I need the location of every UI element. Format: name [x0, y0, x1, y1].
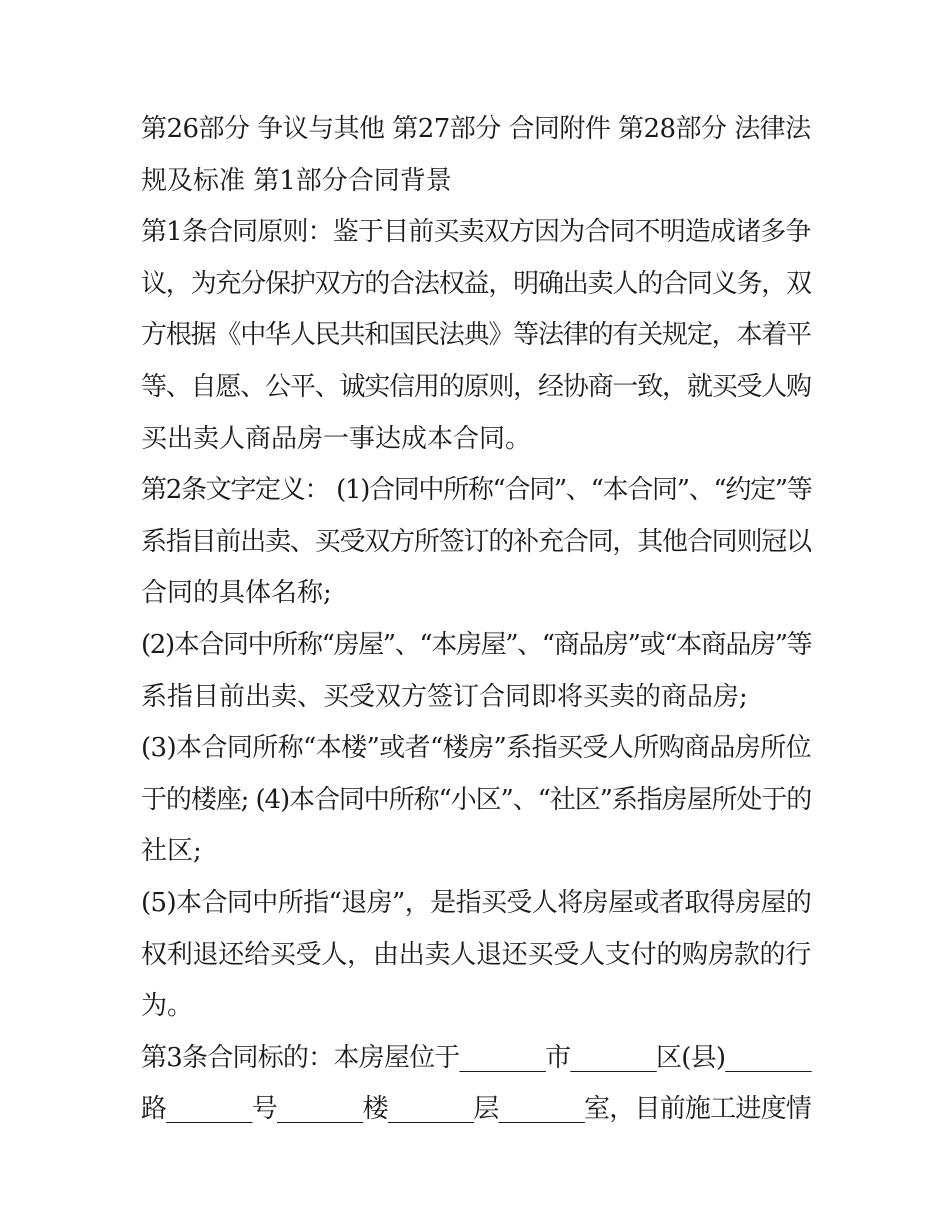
text-line: 方根据《中华人民共和国民法典》等法律的有关规定，本着平 — [141, 320, 811, 351]
text-line: 路_______号_______楼_______层_______室，目前施工进度情 — [141, 1094, 812, 1125]
text-line: (5)本合同中所指“退房”，是指买受人将房屋或者取得房屋的 — [141, 887, 812, 918]
paragraph-definition-5 — [141, 878, 811, 1033]
paragraph-article-1 — [141, 207, 811, 465]
text-line: 规及标准 第1部分合同背景 — [141, 165, 452, 196]
paragraph-section-list — [141, 104, 811, 207]
text-line: 合同的具体名称; — [141, 578, 332, 609]
text-line: 系指目前出卖、买受双方签订合同即将买卖的商品房; — [141, 681, 748, 712]
paragraph-article-2 — [141, 465, 811, 620]
text-line: 第3条合同标的：本房屋位于_______市_______区(县)_______ — [141, 1042, 811, 1073]
text-line: (2)本合同中所称“房屋”、“本房屋”、“商品房”或“本商品房”等 — [141, 629, 812, 660]
paragraph-definition-2 — [141, 620, 811, 723]
paragraph-definition-3-4 — [141, 723, 811, 878]
text-line: 等、自愿、公平、诚实信用的原则，经协商一致，就买受人购 — [141, 371, 811, 402]
text-line: 于的楼座; (4)本合同中所称“小区”、“社区”系指房屋所处于的 — [141, 784, 812, 815]
text-line: (3)本合同所称“本楼”或者“楼房”系指买受人所购商品房所位 — [141, 733, 811, 764]
paragraph-article-3 — [141, 1033, 811, 1136]
text-line: 买出卖人商品房一事达成本合同。 — [141, 423, 532, 454]
text-line: 第2条文字定义： (1)合同中所称“合同”、“本合同”、“约定”等 — [141, 475, 812, 506]
text-line: 权利退还给买受人，由出卖人退还买受人支付的购房款的行 — [141, 939, 812, 970]
text-line: 系指目前出卖、买受双方所签订的补充合同，其他合同则冠以 — [141, 526, 811, 557]
text-line: 第26部分 争议与其他 第27部分 合同附件 第28部分 法律法 — [141, 114, 811, 144]
text-line: 社区; — [141, 836, 202, 867]
contract-text-body — [141, 104, 811, 1136]
text-line: 议，为充分保护双方的合法权益，明确出卖人的合同义务，双 — [141, 268, 811, 299]
text-line: 第1条合同原则：鉴于目前买卖双方因为合同不明造成诸多争 — [141, 217, 811, 248]
text-line: 为。 — [141, 991, 194, 1022]
